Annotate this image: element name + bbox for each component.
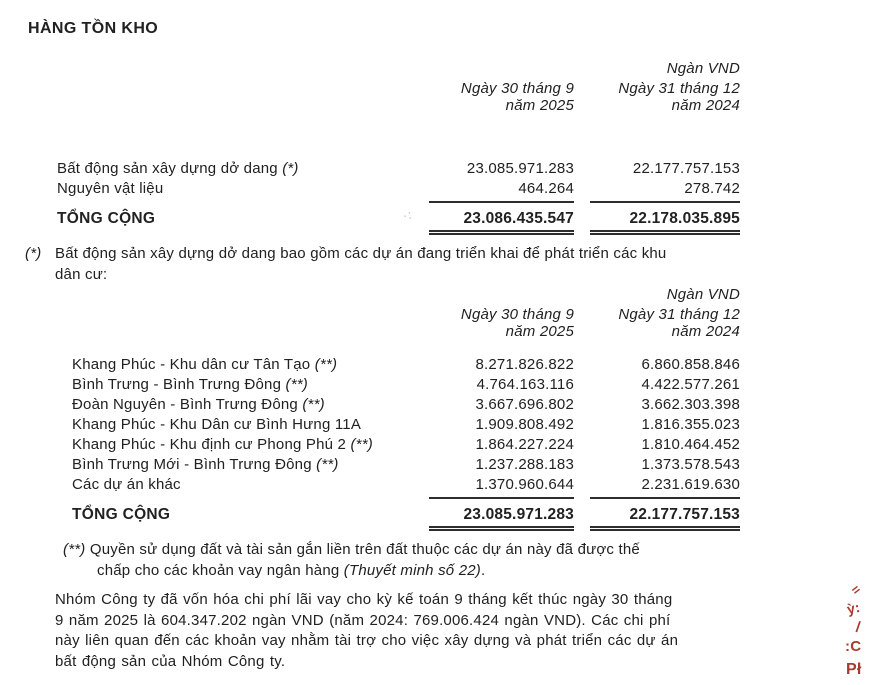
column-header-2025: Ngày 30 tháng 9 năm 2025 — [460, 306, 574, 340]
value-2024: 3.662.303.398 — [641, 396, 740, 413]
total-value-2025: 23.086.435.547 — [429, 209, 574, 235]
value-2025: 8.271.826.822 — [475, 356, 574, 373]
row-label: Khang Phúc - Khu Dân cư Bình Hưng 11A — [72, 416, 362, 433]
construction-projects-table — [28, 355, 740, 531]
table-row — [28, 475, 740, 499]
row-label: Khang Phúc - Khu định cư Phong Phú 2 (**) — [72, 436, 373, 453]
footnote-marker: (*) — [25, 245, 42, 262]
table-row — [28, 455, 740, 475]
note-reference: (Thuyết minh số 22) — [343, 562, 481, 579]
ink-smudge: ·: — [401, 207, 414, 223]
total-value-2025: 23.085.971.283 — [429, 505, 574, 531]
footnote-ref: (*) — [282, 160, 299, 177]
row-label: Nguyên vật liệu — [57, 180, 164, 197]
value-2025: 23.085.971.283 — [466, 160, 574, 177]
value-2025: 4.764.163.116 — [476, 376, 574, 393]
total-value-2024: 22.177.757.153 — [590, 505, 740, 531]
table-row — [28, 159, 740, 179]
row-label: Đoàn Nguyên - Bình Trưng Đông (**) — [72, 396, 325, 413]
row-label: Khang Phúc - Khu dân cư Tân Tạo (**) — [72, 356, 338, 373]
table-row — [28, 415, 740, 435]
value-2025: 1.237.288.183 — [475, 456, 574, 473]
total-row — [28, 505, 740, 531]
value-2024: 1.816.355.023 — [641, 416, 740, 433]
table-row — [28, 435, 740, 455]
interest-capitalization-paragraph: Nhóm Công ty đã vốn hóa chi phí lãi vay cho kỳ kế toán 9 tháng kết thúc ngày 30 tháng 9 năm 2025 là 604.347.202 ngàn VND (năm 2024: 769.006.424 ngàn VND). Các chi phí này liên quan đến các khoản vay nhằm tài trợ cho việc xây dựng và phát triển các dự án bất động sản của Nhóm Công ty. — [55, 591, 679, 670]
total-label: TỔNG CỘNG — [72, 506, 171, 523]
value-2024: 22.177.757.153 — [632, 160, 740, 177]
footnote-text: Bất động sản xây dựng dở dang bao gồm các dự án đang triển khai để phát triển các khu dân cư: — [55, 245, 667, 283]
value-2025: 3.667.696.802 — [475, 396, 574, 413]
value-2025: 464.264 — [429, 179, 574, 203]
value-2024: 6.860.858.846 — [641, 356, 740, 373]
row-label: Bất động sản xây dựng dở dang (*) — [57, 160, 299, 177]
value-2024: 278.742 — [590, 179, 740, 203]
total-value-2024: 22.178.035.895 — [590, 209, 740, 235]
value-2024: 1.810.464.452 — [641, 436, 740, 453]
value-2025: 1.370.960.644 — [429, 475, 574, 499]
table-row — [28, 355, 740, 375]
table-row — [28, 375, 740, 395]
column-header-2025: Ngày 30 tháng 9 năm 2025 — [460, 80, 574, 114]
table-row — [28, 179, 740, 203]
total-label: TỔNG CỘNG — [57, 210, 156, 227]
row-label: Các dự án khác — [72, 476, 181, 493]
table2-column-headers — [28, 286, 740, 340]
footnote-marker: (**) — [63, 541, 86, 558]
unit-label: Ngàn VND — [666, 60, 740, 77]
footnote-star — [25, 243, 805, 285]
value-2025: 1.909.808.492 — [475, 416, 574, 433]
column-header-2024: Ngày 31 tháng 12 năm 2024 — [618, 80, 740, 114]
value-2024: 2.231.619.630 — [590, 475, 740, 499]
column-header-2024: Ngày 31 tháng 12 năm 2024 — [618, 306, 740, 340]
value-2024: 4.422.577.261 — [641, 376, 740, 393]
page-title: HÀNG TỒN KHO — [28, 20, 159, 37]
table-row — [28, 395, 740, 415]
table1-column-headers — [28, 60, 740, 114]
inventory-summary-table — [28, 159, 740, 235]
row-label: Bình Trưng Mới - Bình Trưng Đông (**) — [72, 456, 339, 473]
value-2024: 1.373.578.543 — [641, 456, 740, 473]
total-row — [28, 209, 740, 235]
unit-label: Ngàn VND — [666, 286, 740, 303]
row-label: Bình Trưng - Bình Trưng Đông (**) — [72, 376, 308, 393]
red-stamp-fragment: = ỳ: / :C Pł — [845, 581, 864, 678]
footnote-double-star: (**) Quyền sử dụng đất và tài sản gắn liền trên đất thuộc các dự án này đã được thế chấp cho các khoản vay ngân hàng (Thuyết minh số 22). — [63, 541, 640, 579]
value-2025: 1.864.227.224 — [475, 436, 574, 453]
